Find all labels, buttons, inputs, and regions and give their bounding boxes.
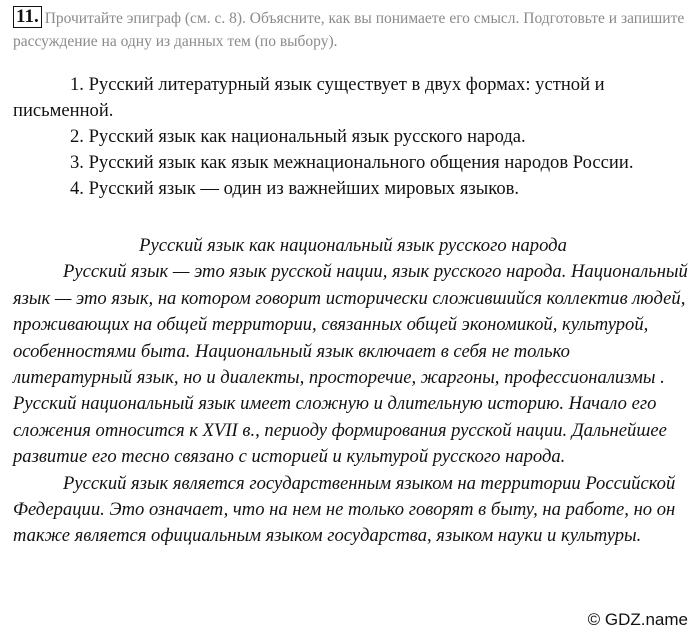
topics-list [13,72,693,202]
essay-title: Русский язык как национальный язык русского народа [139,235,567,256]
essay-paragraph: Русский язык является государственным языком на территории Российской Федерации. Это означает, что на нем не только говорят в быту, на работе, но он также является официальным языком государства, языком науки и культуры. [13,472,676,547]
watermark: © GDZ.name [584,610,688,630]
task-instruction: Прочитайте эпиграф (см. с. 8). Объясните, как вы понимаете его смысл. Подготовьте и запишите рассуждение на одну из данных тем (по выбору). [13,10,685,50]
topic-item: 3. Русский язык как язык межнационального общения народов России. [70,152,634,173]
task-block [13,6,693,53]
topic-item: 2. Русский язык как национальный язык русского народа. [70,126,526,147]
essay [13,233,693,550]
topic-item: 1. Русский литературный язык существует в двух формах: устной и письменной. [13,74,605,121]
topic-item: 4. Русский язык — один из важнейших мировых языков. [70,178,520,199]
task-number: 11. [13,6,42,28]
essay-paragraph: Русский язык — это язык русской нации, язык русского народа. Национальный язык — это язык, на котором говорит исторически сложившийся коллектив людей, проживающих на общей территории, связанных общей экономикой, культурой, особенностями быта. Национальный язык включает в себя не только литературный язык, но и диалекты, просторечие, жаргоны, профессионализмы . Русский национальный язык имеет сложную и длительную историю. Начало его сложения относится к XVII в., периоду формирования русской нации. Дальнейшее развитие его тесно связано с историей и культурой русского народа. [13,261,688,468]
